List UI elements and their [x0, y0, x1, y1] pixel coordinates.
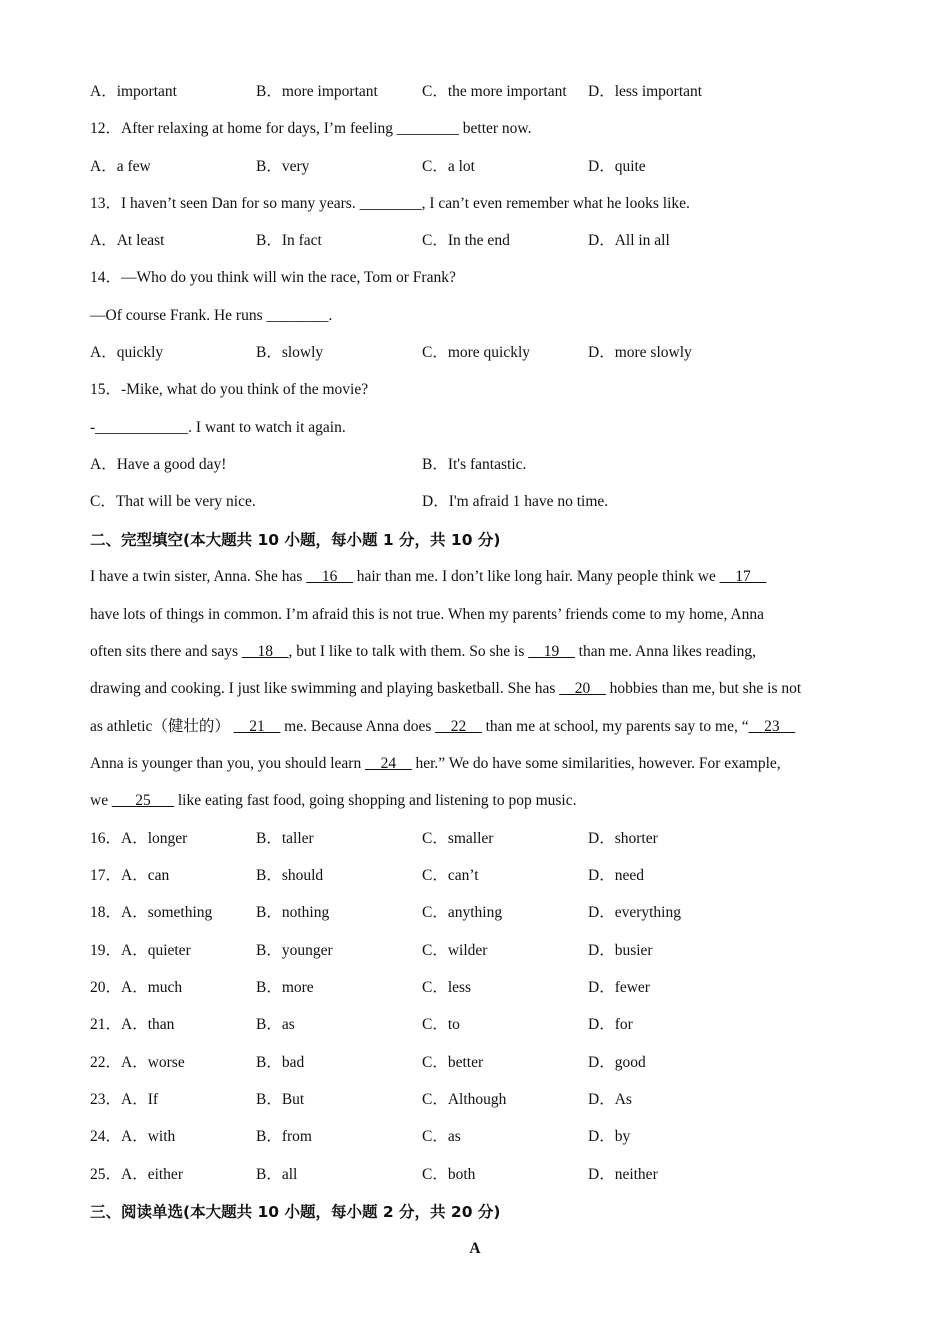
q12-stem: 12．After relaxing at home for days, I’m feeling ________ better now. [90, 120, 532, 137]
q20-option-a: 20．A．much [90, 979, 183, 996]
q18-option-d: D．everything [588, 904, 681, 921]
q24-option-c: C．as [422, 1128, 461, 1145]
q20-option-d: D．fewer [588, 979, 650, 996]
q20-option-c: C．less [422, 979, 472, 996]
q13-stem: 13．I haven’t seen Dan for so many years. ________, I can’t even remember what he looks like. [90, 195, 690, 212]
q24-option-d: D．by [588, 1128, 631, 1145]
q17-option-d: D．need [588, 867, 644, 884]
q21-option-c: C．to [422, 1016, 460, 1033]
q21-option-a: 21．A．than [90, 1016, 175, 1033]
passage-line-2: have lots of things in common. I’m afraid this is not true. When my parents’ friends come to my home, Anna [90, 606, 764, 623]
blank-22: __22__ [435, 718, 482, 735]
q17-option-b: B．should [256, 867, 324, 884]
q25-option-b: B．all [256, 1166, 298, 1183]
q14-option-d: D．more slowly [588, 344, 692, 361]
q13-option-c: C．In the end [422, 232, 510, 249]
q25-option-d: D．neither [588, 1166, 658, 1183]
blank-17: __17__ [719, 568, 767, 585]
q15-stem: 15．-Mike, what do you think of the movie? [90, 381, 369, 398]
q14-stem-response: —Of course Frank. He runs ________. [90, 307, 333, 324]
blank-19: __19__ [528, 643, 575, 660]
q22-option-a: 22．A．worse [90, 1054, 185, 1071]
q11-option-d: D．less important [588, 83, 703, 100]
q12-option-d: D．quite [588, 158, 646, 175]
q23-option-c: C．Although [422, 1091, 507, 1108]
passage-line-1: I have a twin sister, Anna. She has __16__ hair than me. I don’t like long hair. Many people think we __17__ [90, 568, 767, 585]
blank-16: __16__ [306, 568, 353, 585]
q12-option-a: A．a few [90, 158, 151, 175]
q14-stem: 14．—Who do you think will win the race, Tom or Frank? [90, 269, 456, 286]
q21-option-b: B．as [256, 1016, 295, 1033]
q23-option-a: 23．A．If [90, 1091, 159, 1108]
q22-option-b: B．bad [256, 1054, 305, 1071]
blank-21: __21__ [233, 718, 281, 735]
passage-line-4: drawing and cooking. I just like swimming and playing basketball. She has __20__ hobbies than me, but she is not [90, 680, 802, 697]
q11-option-a: A．important [90, 83, 177, 100]
q19-option-a: 19．A．quieter [90, 942, 191, 959]
passage-a-label: A [469, 1240, 481, 1257]
blank-18: __18__ [241, 643, 289, 660]
q15-option-a: A．Have a good day! [90, 456, 227, 473]
q21-option-d: D．for [588, 1016, 633, 1033]
q17-option-a: 17．A．can [90, 867, 170, 884]
section-3-heading: 三、阅读单选(本大题共 10 小题，每小题 2 分，共 20 分) [90, 1203, 501, 1221]
q19-option-d: D．busier [588, 942, 653, 959]
q25-option-c: C．both [422, 1166, 476, 1183]
q11-option-b: B．more important [256, 83, 378, 100]
q24-option-b: B．from [256, 1128, 312, 1145]
q24-option-a: 24．A．with [90, 1128, 176, 1145]
q16-option-a: 16．A．longer [90, 830, 188, 847]
passage-line-5: as athletic（健壮的） __21__ me. Because Anna does __22__ than me at school, my parents say to me, “__23__ [90, 718, 796, 735]
q11-option-c: C．the more important [422, 83, 567, 100]
q13-option-a: A．At least [90, 232, 165, 249]
q25-option-a: 25．A．either [90, 1166, 183, 1183]
q19-option-b: B．younger [256, 942, 333, 959]
q20-option-b: B．more [256, 979, 314, 996]
q23-option-d: D．As [588, 1091, 632, 1108]
q18-option-a: 18．A．something [90, 904, 213, 921]
q18-option-b: B．nothing [256, 904, 330, 921]
q15-stem-response: -____________. I want to watch it again. [90, 419, 346, 436]
q16-option-d: D．shorter [588, 830, 658, 847]
q14-option-b: B．slowly [256, 344, 324, 361]
blank-24: __24__ [365, 755, 412, 772]
q23-option-b: B．But [256, 1091, 305, 1108]
q15-option-c: C．That will be very nice. [90, 493, 256, 510]
q13-option-b: B．In fact [256, 232, 322, 249]
blank-23: __23__ [748, 718, 796, 735]
q16-option-c: C．smaller [422, 830, 494, 847]
q18-option-c: C．anything [422, 904, 503, 921]
q13-option-d: D．All in all [588, 232, 670, 249]
q16-option-b: B．taller [256, 830, 314, 847]
blank-25: ___25___ [111, 792, 174, 809]
passage-line-6: Anna is younger than you, you should learn __24__ her.” We do have some similarities, however. For example, [90, 755, 781, 772]
q12-option-c: C．a lot [422, 158, 475, 175]
q19-option-c: C．wilder [422, 942, 488, 959]
q14-option-a: A．quickly [90, 344, 164, 361]
q15-option-d: D．I'm afraid 1 have no time. [422, 493, 609, 510]
q22-option-d: D．good [588, 1054, 646, 1071]
q22-option-c: C．better [422, 1054, 484, 1071]
q12-option-b: B．very [256, 158, 310, 175]
q14-option-c: C．more quickly [422, 344, 531, 361]
passage-line-3: often sits there and says __18__, but I like to talk with them. So she is __19__ than me. Anna likes reading, [90, 643, 756, 660]
passage-line-7: we ___25___ like eating fast food, going shopping and listening to pop music. [90, 792, 577, 809]
blank-20: __20__ [559, 680, 606, 697]
section-2-heading: 二、完型填空(本大题共 10 小题，每小题 1 分，共 10 分) [90, 531, 501, 549]
q15-option-b: B．It's fantastic. [422, 456, 527, 473]
q17-option-c: C．can’t [422, 867, 479, 884]
